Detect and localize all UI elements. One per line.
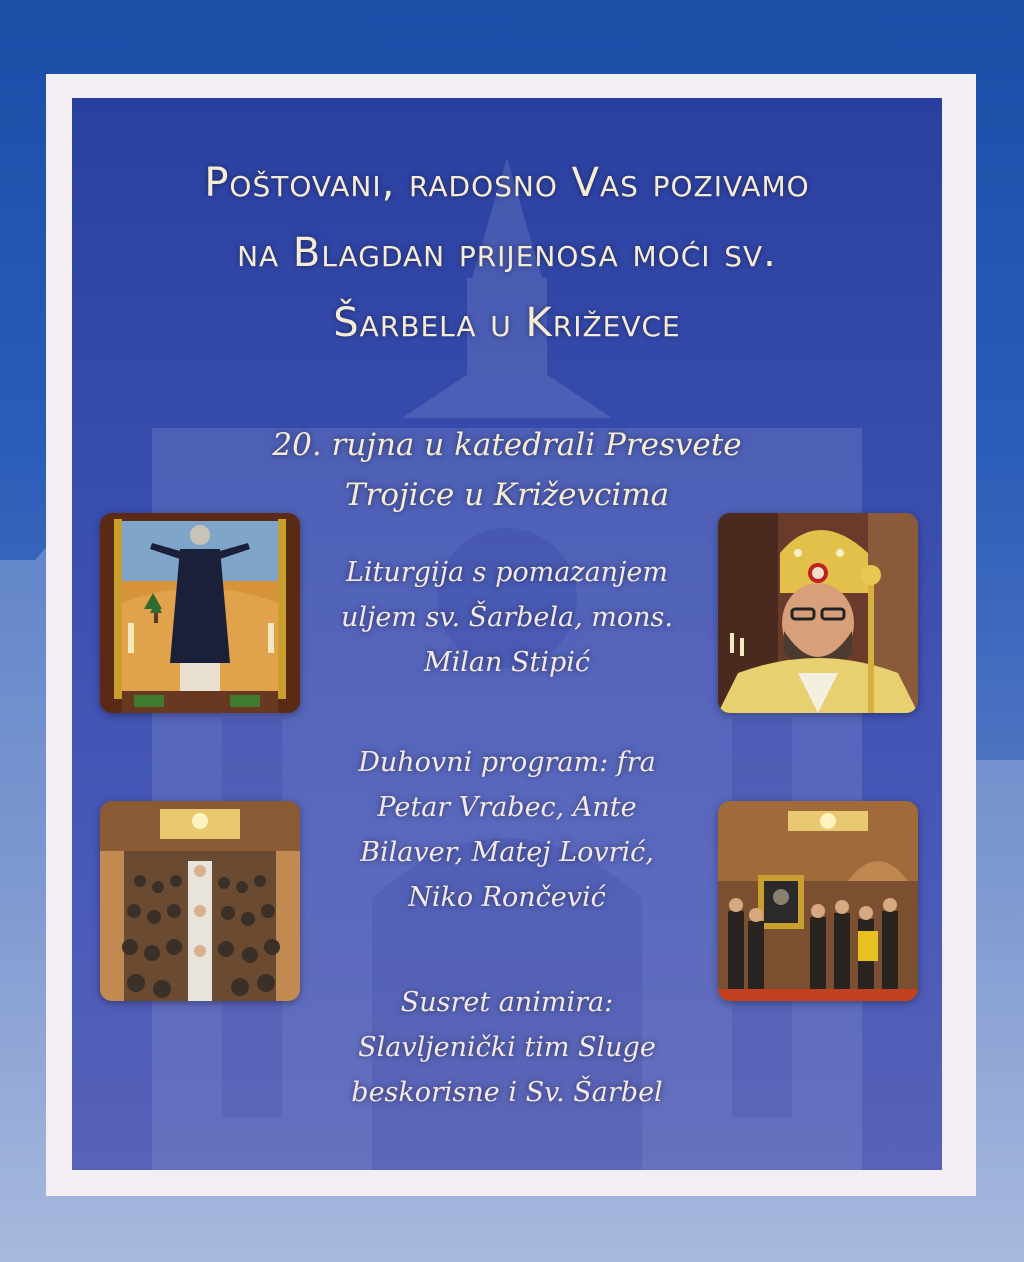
- animation-info: [312, 980, 702, 1115]
- program-line: Duhovni program: fra: [358, 747, 656, 778]
- title-line: Šarbela u Križevce: [333, 300, 681, 346]
- liturgy-line: Liturgija s pomazanjem: [345, 557, 669, 588]
- animation-line: Slavljenički tim Sluge: [358, 1032, 656, 1063]
- animation-line: beskorisne i Sv. Šarbel: [351, 1077, 663, 1108]
- date-location-line: 20. rujna u katedrali Presvete: [272, 427, 742, 463]
- saint-sharbel-icon-photo: [100, 513, 300, 713]
- liturgy-line: Milan Stipić: [423, 647, 590, 678]
- program-line: Petar Vrabec, Ante: [377, 792, 637, 823]
- invitation-panel: [72, 98, 942, 1170]
- date-location: [72, 420, 942, 520]
- program-line: Bilaver, Matej Lovrić,: [360, 837, 654, 868]
- invitation-title: [72, 148, 942, 358]
- bishop-portrait-photo: [718, 513, 918, 713]
- liturgy-line: uljem sv. Šarbela, mons.: [341, 602, 673, 633]
- animation-line: Susret animira:: [400, 987, 614, 1018]
- title-line: na Blagdan prijenosa moći sv.: [237, 230, 777, 276]
- icon-procession-photo: [718, 801, 918, 1001]
- liturgy-info: [312, 550, 702, 685]
- congregation-crowd-photo: [100, 801, 300, 1001]
- spiritual-program: [312, 740, 702, 920]
- title-line: Poštovani, radosno Vas pozivamo: [204, 160, 810, 206]
- program-line: Niko Rončević: [408, 882, 606, 913]
- date-location-line: Trojice u Križevcima: [344, 477, 670, 513]
